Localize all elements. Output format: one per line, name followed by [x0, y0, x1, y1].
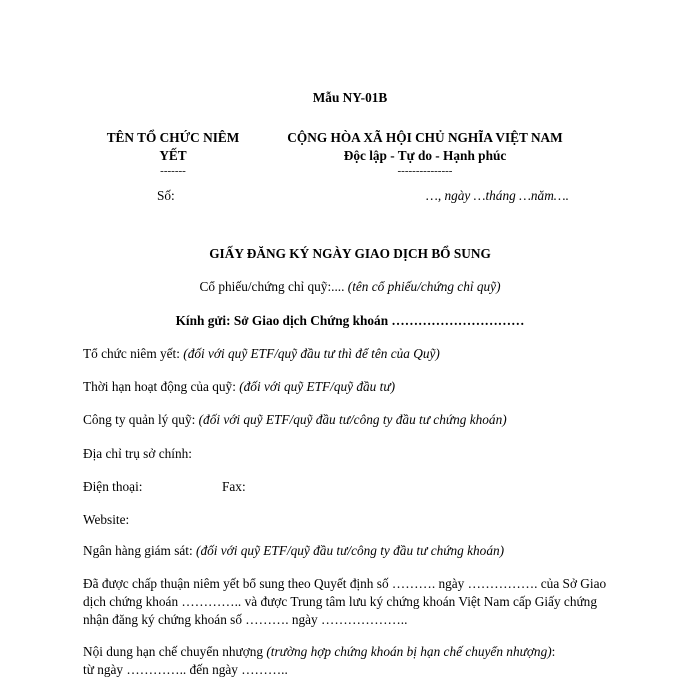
- subject-line: [100, 279, 600, 295]
- field-note: (đối với quỹ ETF/quỹ đầu tư): [239, 379, 396, 394]
- restriction-note: (trường hợp chứng khoán bị hạn chế chuyển nhượng): [266, 644, 552, 659]
- date-line: …, ngày …tháng …năm….: [426, 188, 569, 203]
- field-label: Công ty quản lý quỹ:: [83, 412, 196, 427]
- bank-label: Ngân hàng giám sát:: [83, 543, 193, 558]
- document-number-label: Số:: [157, 188, 175, 203]
- org-name-line1: TÊN TỔ CHỨC NIÊM: [106, 130, 240, 145]
- restriction-label: Nội dung hạn chế chuyển nhượng: [83, 644, 264, 659]
- phone-label: Điện thoại:: [83, 479, 143, 494]
- field-label: Tổ chức niêm yết:: [83, 346, 180, 361]
- addressee: Kính gửi: Sở Giao dịch Chứng khoán …………………………: [175, 313, 525, 328]
- field-note: (đối với quỹ ETF/quỹ đầu tư/công ty đầu tư chứng khoán): [198, 412, 507, 427]
- right-header-divider: ---------------: [397, 165, 453, 177]
- field-fund-manager: [83, 412, 507, 428]
- document-title: GIẤY ĐĂNG KÝ NGÀY GIAO DỊCH BỔ SUNG: [209, 246, 491, 261]
- field-fund-term: [83, 379, 395, 395]
- approval-paragraph: Đã được chấp thuận niêm yết bổ sung theo Quyết định số ………. ngày ……………. của Sở Giao dịch chứng khoán ………….. và được Trung tâm lưu ký chứng khoán Việt Nam cấp Giấy chứng nhận đăng ký chứng khoán số ………. ngày ………………..: [83, 576, 607, 627]
- bank-note: (đối với quỹ ETF/quỹ đầu tư/công ty đầu tư chứng khoán): [196, 543, 505, 558]
- fax-label: Fax:: [222, 479, 246, 494]
- restriction-colon: :: [551, 644, 556, 659]
- subject-label: Cổ phiếu/chứng chỉ quỹ:....: [199, 279, 345, 294]
- field-label: Thời hạn hoạt động của quỹ:: [83, 379, 236, 394]
- restriction-dates: từ ngày ………….. đến ngày ………..: [83, 662, 288, 677]
- transfer-restriction: [83, 643, 616, 679]
- field-supervising-bank: [83, 543, 504, 559]
- national-motto: Độc lập - Tự do - Hạnh phúc: [343, 148, 507, 163]
- left-header-divider: -------: [160, 165, 186, 177]
- country-name: CỘNG HÒA XÃ HỘI CHỦ NGHĨA VIỆT NAM: [287, 130, 563, 145]
- subject-note: (tên cổ phiếu/chứng chỉ quỹ): [347, 279, 501, 294]
- website-label: Website:: [83, 512, 130, 527]
- field-head-office: [83, 446, 192, 462]
- field-listing-org: [83, 346, 440, 362]
- field-label: Địa chỉ trụ sở chính:: [83, 446, 192, 461]
- org-name-line2: YẾT: [159, 148, 187, 163]
- field-note: (đối với quỹ ETF/quỹ đầu tư thì để tên của Quỹ): [183, 346, 440, 361]
- form-code: Mẫu NY-01B: [312, 90, 388, 105]
